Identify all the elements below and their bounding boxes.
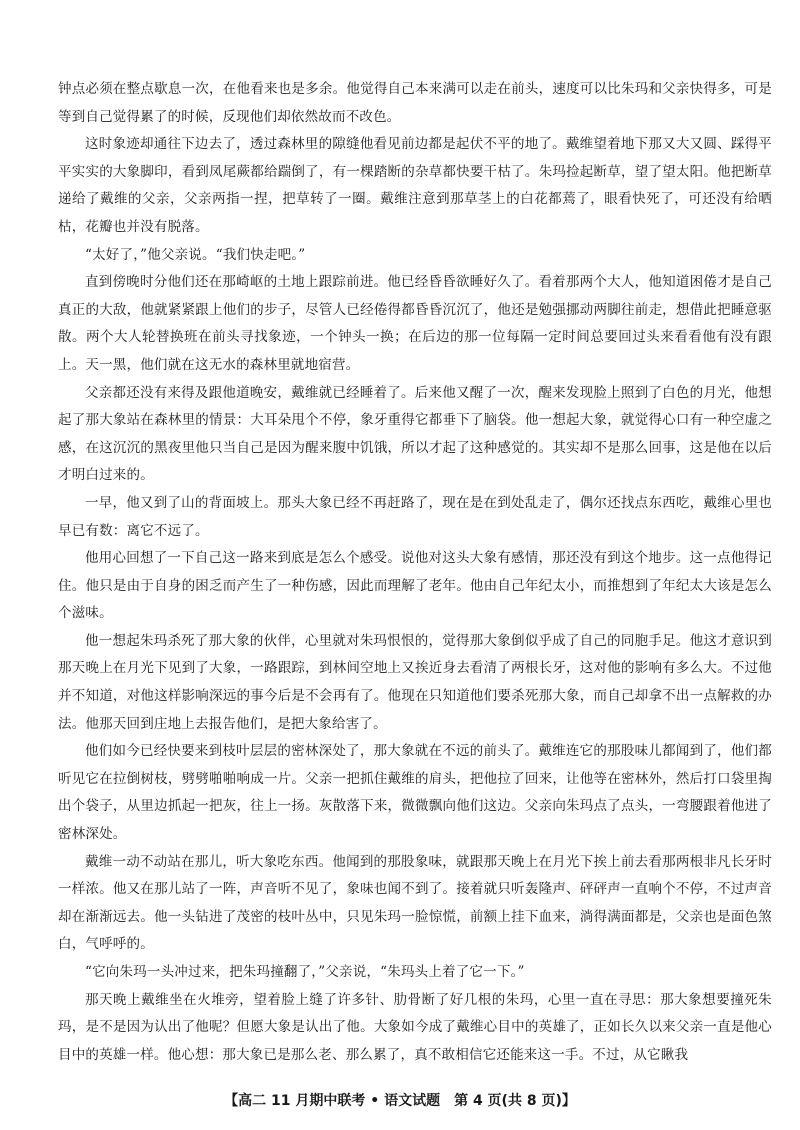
paragraph-9: 他们如今已经快要来到枝叶层层的密林深处了，那大象就在不远的前头了。戴维连它的那股味儿都闻到了，他们都听见它在拉倒树枝，劈劈啪啪响成一片。父亲一把抓住戴维的肩头，把他拉了回来，让他等在密林外，然后打口袋里掏出个袋子，从里边抓起一把灰，往上一扬。灰散落下来，微微飘向他们这边。父亲向朱玛点了点头，一弯腰跟着他进了密林深处。 — [58, 743, 772, 843]
paragraph-10: 戴维一动不动站在那儿，听大象吃东西。他闻到的那股象味，就跟那天晚上在月光下挨上前去看那两根非凡长牙时一样浓。他又在那儿站了一阵，声音听不见了，象味也闻不到了。接着就只听轰隆声、砰砰声一直响个不停，不过声音却在渐渐远去。他一头钻进了茂密的枝叶丛中，只见朱玛一脸惊慌，前额上挂下血来，淌得满面都是，父亲也是面色煞白，气呼呼的。 — [58, 853, 772, 953]
paragraph-4: 直到傍晚时分他们还在那崎岖的土地上跟踪前进。他已经昏昏欲睡好久了。看着那两个大人，他知道困倦才是自己真正的大敌，他就紧紧跟上他们的步子，尽管人已经倦得都昏昏沉沉了，他还是勉强挪动两脚往前走，想借此把睡意驱散。两个大人轮替换班在前头寻找象迹，一个钟头一换；在后边的那一位每隔一定时间总要回过头来看看他有没有跟上。天一黑，他们就在这无水的森林里就地宿营。 — [58, 274, 772, 373]
paragraph-2: 这时象迹却通往下边去了，透过森林里的隙缝他看见前边都是起伏不平的地了。戴维望着地下那又大又圆、踩得平平实实的大象脚印，看到凤尾蕨都给踹倒了，有一棵踏断的杂草都快要干枯了。朱玛捡起断草，望了望太阳。他把断草递给了戴维的父亲，父亲两指一捏，把草转了一圈。戴维注意到那草茎上的白花都蔫了，眼看快死了，可还没有给晒枯，花瓣也并没有脱落。 — [58, 136, 772, 235]
paragraph-12: 那天晚上戴维坐在火堆旁，望着脸上缝了许多针、肋骨断了好几根的朱玛，心里一直在寻思：那大象想要撞死朱玛，是不是因为认出了他呢？但愿大象是认出了他。大象如今成了戴维心目中的英雄了，正如长久以来父亲一直是他心目中的英雄一样。他心想：那大象已是那么老、那么累了，真不敢相信它还能来这一手。不过，从它瞅我 — [58, 991, 772, 1063]
page-footer: 【高二 11 月期中联考 • 语文试题 第 4 页(共 8 页)】 — [224, 1093, 576, 1109]
paragraph-11: “它向朱玛一头冲过来，把朱玛撞翻了，”父亲说，“朱玛头上着了它一下。” — [85, 964, 525, 980]
paragraph-5: 父亲都还没有来得及跟他道晚安，戴维就已经睡着了。后来他又醒了一次，醒来发现脸上照到了白色的月光，他想起了那大象站在森林里的情景：大耳朵甩个不停，象牙重得它都垂下了脑袋。他一想起大象，就觉得心口有一种空虚之感，在这沉沉的黑夜里他只当自己是因为醒来腹中饥饿，所以才起了这种感觉的。其实却不是那么回事，这是他在以后才明白过来的。 — [58, 384, 772, 484]
paragraph-1: 钟点必须在整点歇息一次，在他看来也是多余。他觉得自己本来满可以走在前头，速度可以比朱玛和父亲快得多，可是等到自己觉得累了的时候，反现他们却依然故而不改色。 — [58, 81, 772, 125]
paragraph-6: 一早，他又到了山的背面坡上。那头大象已经不再赶路了，现在是在到处乱走了，偶尔还找点东西吃，戴维心里也早已有数：离它不远了。 — [58, 494, 772, 539]
paragraph-7: 他用心回想了一下自己这一路来到底是怎么个感受。说他对这头大象有感情，那还没有到这个地步。这一点他得记住。他只是由于自身的困乏而产生了一种伤感，因此而理解了老年。他由自己年纪太小，而推想到了年纪太大该是怎么个滋味。 — [58, 550, 772, 622]
paragraph-3: “太好了，”他父亲说。“我们快走吧。” — [85, 246, 306, 263]
document-body — [58, 76, 772, 1069]
paragraph-8: 他一想起朱玛杀死了那大象的伙伴，心里就对朱玛恨恨的，觉得那大象倒似乎成了自己的同胞手足。他这才意识到那天晚上在月光下见到了大象，一路跟踪，到林间空地上又挨近身去看清了两根长牙，这对他的影响有多么大。不过他并不知道，对他这样影响深远的事今后是不会再有了。他现在只知道他们要杀死那大象，而自己却拿不出一点解救的办法。他那天回到庄地上去报告他们，是把大象给害了。 — [58, 632, 772, 732]
